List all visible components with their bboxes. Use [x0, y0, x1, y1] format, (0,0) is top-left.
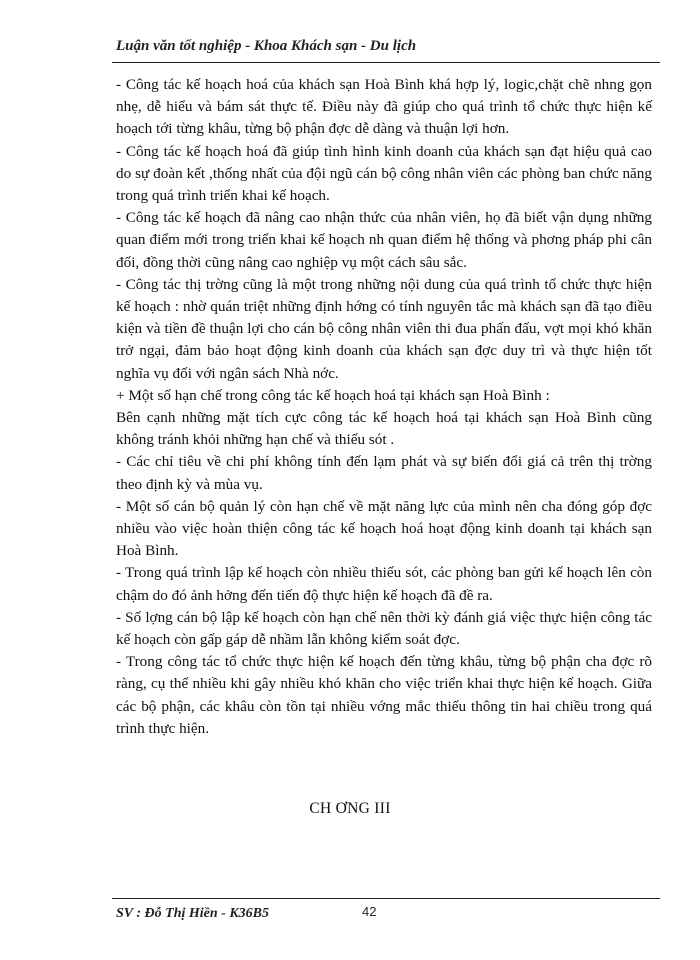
paragraph-9: - Trong quá trình lập kế hoạch còn nhiều thiếu sót, các phòng ban gửi kế hoạch lên còn chậm do đó ảnh hởng đến tiến độ thực hiện kế hoạch đã đề ra. — [116, 564, 652, 604]
paragraph-7: - Các chỉ tiêu về chi phí không tính đến lạm phát và sự biến đổi giá cả trên thị trờng theo định kỳ và mùa vụ. — [116, 453, 652, 493]
paragraph-4: - Công tác thị trờng cũng là một trong những nội dung của quá trình tổ chức thực hiện kế hoạch : nhờ quán triệt những định hớng có tính nguyên tắc mà khách sạn đã tạo điều kiện và tiền đề thuận lợi cho cán bộ công nhân viên thi đua phấn đấu, vợt mọi khó khăn trở ngại, đảm bảo hoạt động kinh doanh của khách sạn đợc duy trì và thực hiện tốt nghĩa vụ đối với ngân sách Nhà nớc. — [116, 275, 652, 382]
footer-divider — [112, 898, 660, 899]
page-number: 42 — [362, 904, 377, 919]
running-header: Luận văn tốt nghiệp - Khoa Khách sạn - Du lịch — [116, 38, 417, 54]
paragraph-5: + Một số hạn chế trong công tác kế hoạch hoá tại khách sạn Hoà Bình : — [116, 386, 550, 404]
paragraph-10: - Số lợng cán bộ lập kế hoạch còn hạn chế nên thời kỳ đánh giá việc thực hiện công tác kế hoạch còn gấp gáp dễ nhầm lẫn không kiểm soát đợc. — [116, 608, 652, 649]
paragraph-6: Bên cạnh những mặt tích cực công tác kế hoạch hoá tại khách sạn Hoà Bình cũng không tránh khỏi những hạn chế và thiếu sót . — [116, 409, 652, 449]
paragraph-3: - Công tác kế hoạch đã nâng cao nhận thức của nhân viên, họ đã biết vận dụng những quan điểm mới trong triển khai kế hoạch nh quan điểm hệ thống và phơng pháp phi cân đối, đồng thời cũng nâng cao nghiệp vụ một cách sâu sắc. — [116, 209, 652, 271]
paragraph-8: - Một số cán bộ quản lý còn hạn chế về mặt năng lực của mình nên cha đóng góp đợc nhiều vào việc hoàn thiện công tác kế hoạch hoá hoạt động kinh doanh tại khách sạn Hoà Bình. — [116, 497, 652, 560]
header-divider — [112, 62, 660, 63]
body-text — [116, 74, 652, 740]
paragraph-2: - Công tác kế hoạch hoá đã giúp tình hình kinh doanh của khách sạn đạt hiệu quả cao do sự đoàn kết ,thống nhất của đội ngũ cán bộ công nhân viên các phòng ban chức năng trong quá trình triển khai kế hoạch. — [116, 142, 652, 205]
paragraph-1: - Công tác kế hoạch hoá của khách sạn Hoà Bình khá hợp lý, logic,chặt chẽ nhng gọn nhẹ, dễ hiểu và bám sát thực tế. Điều này đã giúp cho quá trình tổ chức thực hiện kế hoạch tới từng khâu, từng bộ phận đợc dễ dàng và thuận lợi hơn. — [116, 76, 652, 138]
chapter-heading: CH ƠNG III — [309, 800, 391, 817]
paragraph-11: - Trong công tác tổ chức thực hiện kế hoạch đến từng khâu, từng bộ phận cha đợc rõ ràng, cụ thể nhiều khi gây nhiều khó khăn cho việc triển khai thực hiện kế hoạch. Giữa các bộ phận, các khâu còn tồn tại nhiều vớng mắc thiếu thông tin hai chiều trong quá trình thực hiện. — [116, 653, 652, 737]
footer-author: SV : Đỗ Thị Hiền - K36B5 — [116, 906, 269, 921]
